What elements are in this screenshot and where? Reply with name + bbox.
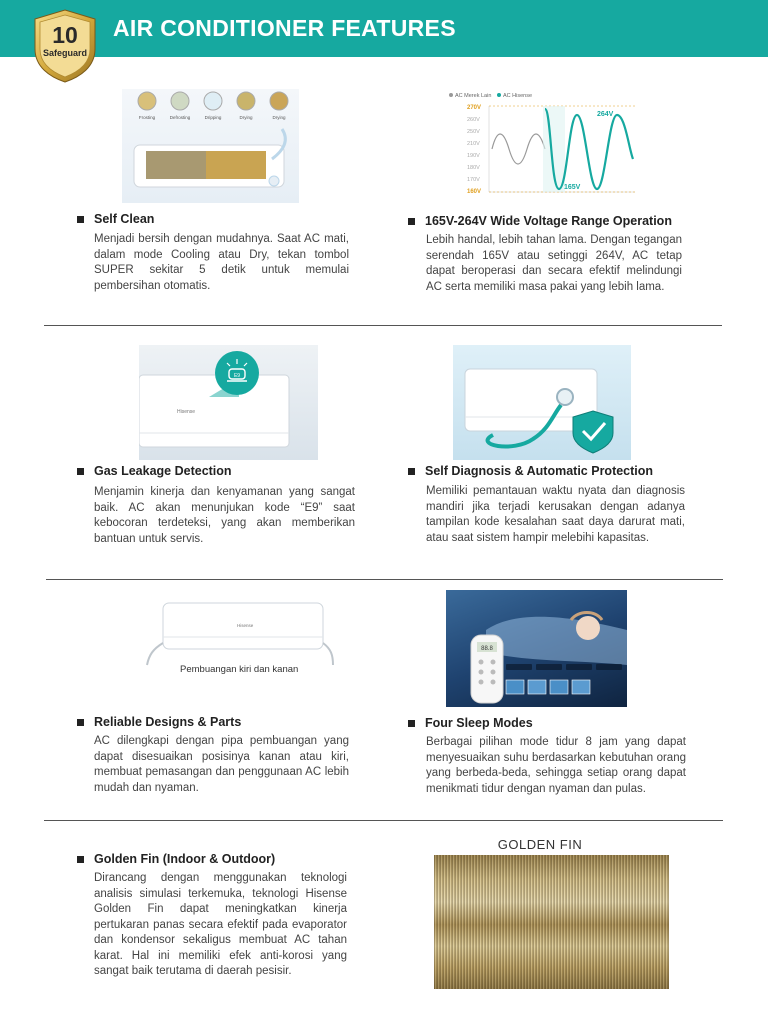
bullet-icon — [77, 856, 84, 863]
step-label: Drying — [272, 115, 286, 120]
reliable-title — [77, 715, 241, 729]
y-label: 260V — [467, 117, 480, 123]
safeguard-badge-icon — [34, 9, 96, 83]
feature-title-text: Self Clean — [94, 212, 155, 226]
bullet-icon — [77, 216, 84, 223]
feature-title-text: Four Sleep Modes — [425, 716, 533, 730]
step-label: Frosting — [138, 115, 156, 120]
bullet-icon — [77, 468, 84, 475]
page-title: AIR CONDITIONER FEATURES — [113, 15, 456, 41]
y-label: 180V — [467, 165, 480, 171]
sleep-modes-image — [446, 590, 627, 707]
y-label: 210V — [467, 141, 480, 147]
step-label: Drying — [239, 115, 253, 120]
voltage-text: Lebih handal, lebih tahan lama. Dengan tegangan serendah 165V atau setinggi 264V, AC tetap dapat beroperasi dan secara efektif melindungi AC serta memiliki masa pakai yang lebih lama. — [426, 234, 682, 293]
self-diagnosis-text: Memiliki pemantauan waktu nyata dan diagnosis mandiri jika terjadi kerusakan dengan adanya tampilan kode kesalahan saat daya darurat mati, atau saat sistem hampir melebihi kapasitas. — [426, 485, 685, 544]
voltage-title — [408, 214, 672, 228]
bullet-icon — [408, 720, 415, 727]
self-clean-text: Menjadi bersih dengan mudahnya. Saat AC mati, dalam mode Cooling atau Dry, tekan tombol SUPER sekitar 5 detik untuk memulai pembersihan otomatis. — [94, 233, 349, 292]
y-label: 160V — [467, 189, 482, 195]
y-label: 190V — [467, 153, 480, 159]
bullet-icon — [408, 468, 415, 475]
cleaning-steps — [138, 92, 288, 120]
error-code: E9 — [233, 373, 241, 379]
brand-label: Hisense — [237, 623, 254, 628]
badge-label: Safeguard — [42, 48, 88, 58]
divider — [46, 579, 723, 580]
self-clean-title — [77, 212, 154, 226]
feature-title-text: 165V-264V Wide Voltage Range Operation — [425, 214, 672, 228]
y-label: 270V — [467, 105, 482, 111]
self-diagnosis-title — [408, 464, 653, 478]
step-label: Dripping — [204, 115, 222, 120]
golden-fin-label: GOLDEN FIN — [497, 837, 583, 852]
y-label: 250V — [467, 129, 480, 135]
bullet-icon — [77, 719, 84, 726]
label-high: 264V — [597, 111, 614, 118]
feature-title-text: Gas Leakage Detection — [94, 464, 232, 478]
divider — [44, 325, 722, 326]
sleep-modes-text: Berbagai pilihan mode tidur 8 jam yang dapat menyesuaikan suhu berdasarkan kebutuhan orang yang berbeda-beda, sehingga setiap orang dapat menikmati tidur dengan nyaman dan pulas. — [426, 736, 686, 795]
feature-title-text: Reliable Designs & Parts — [94, 715, 242, 729]
sleep-modes-title — [408, 716, 533, 730]
golden-fin-text: Dirancang dengan menggunakan teknologi analisis simulasi terkemuka, teknologi Hisense Golden Fin dapat meningkatkan kinerja pertukaran panas secara efektif pada evaporator dan kondensor sekaligus membuat AC tahan karat. Hal ini memiliki efek anti-korosi yang sangat baik terutama di daerah pesisir. — [94, 872, 347, 977]
badge-number: 10 — [52, 22, 78, 48]
remote-display: 88.8 — [481, 646, 493, 652]
legend-other: AC Merek Lain — [455, 93, 492, 99]
bullet-icon — [408, 218, 415, 225]
drain-caption: Pembuangan kiri dan kanan — [180, 664, 299, 675]
feature-title-text: Self Diagnosis & Automatic Protection — [425, 464, 654, 478]
divider — [44, 820, 723, 821]
self-clean-image — [122, 89, 299, 203]
label-low: 165V — [564, 184, 581, 191]
gas-leak-title — [77, 464, 232, 478]
feature-title-text: Golden Fin (Indoor & Outdoor) — [94, 852, 276, 866]
gas-leak-image — [139, 345, 318, 460]
y-label: 170V — [467, 177, 480, 183]
legend-hisense: AC Hisense — [503, 93, 533, 99]
step-label: Defrosting — [169, 115, 191, 120]
golden-fin-image — [434, 855, 669, 989]
self-diagnosis-image — [453, 345, 631, 460]
golden-fin-title — [77, 852, 275, 866]
reliable-text: AC dilengkapi dengan pipa pembuangan yang dapat disesuaikan posisinya kanan atau kiri, membuat pemasangan dan penggunaan AC lebih mudah dan nyaman. — [94, 735, 349, 794]
header-bar — [0, 0, 768, 57]
brand-label: Hisense — [177, 409, 196, 415]
voltage-chart — [447, 89, 637, 199]
gas-leak-text: Menjamin kinerja dan kenyamanan yang sangat baik. AC akan menunjukan kode “E9” saat kebocoran terdeteksi, yang akan memberikan bantuan untuk servis. — [94, 486, 355, 545]
